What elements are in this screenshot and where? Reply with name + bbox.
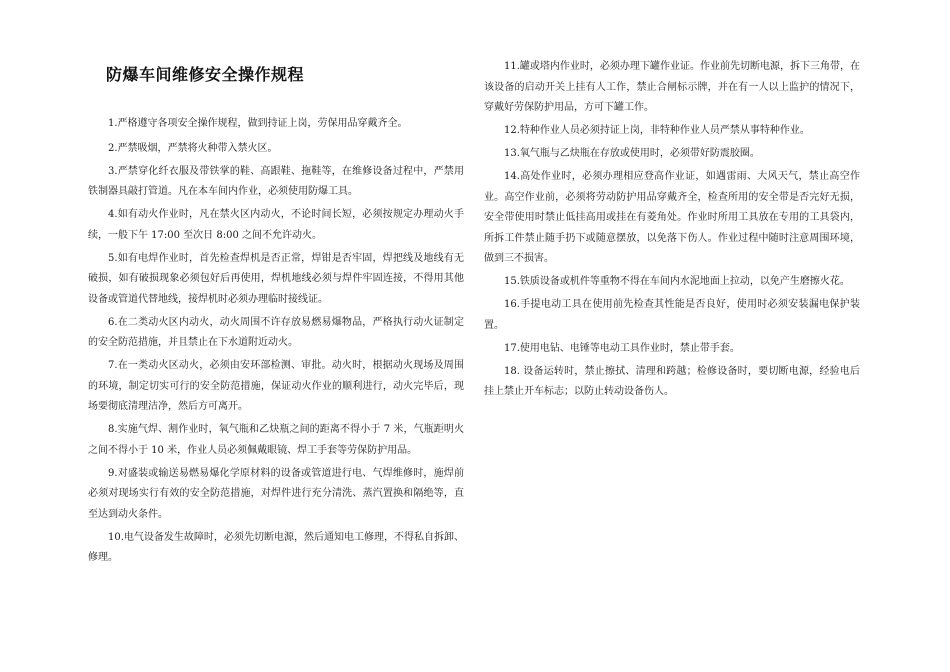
rule-item-3: 3.严禁穿化纤衣服及带铁掌的鞋、高跟鞋、拖鞋等，在维修设备过程中，严禁用铁制器具敲打管道。凡在本车间内作业，必须使用防爆工具。 [88,165,464,197]
rule-item-15: 15.铁质设备或机件等重物不得在车间内水泥地面上拉动，以免产生磨擦火花。 [504,276,850,287]
rule-item-18: 18. 设备运转时，禁止擦拭、清理和跨越；检修设备时，要切断电源，经验电后挂上禁止开车标志；以防止转动设备伤人。 [484,365,860,397]
rule-item-7: 7.在一类动火区动火，必须由安环部检测、审批。动火时，根据动火现场及周围的环境，制定切实可行的安全防范措施，保证动火作业的顺利进行，动火完毕后，现场要彻底清理洁净，然后方可离开。 [88,360,464,412]
rule-item-6: 6.在二类动火区内动火，动火周围不许存放易燃易爆物品，严格执行动火证制定的安全防范措施，并且禁止在下水道附近动火。 [88,316,464,348]
page-title: 防爆车间维修安全操作规程 [106,65,305,84]
rule-item-16: 16.手提电动工具在使用前先检查其性能是否良好，使用时必须安装漏电保护装置。 [484,299,860,331]
left-column [88,114,464,571]
rule-item-12: 12.特种作业人员必须持证上岗，非特种作业人员严禁从事特种作业。 [504,125,810,136]
rule-item-17: 17.使用电钻、电锤等电动工具作业时，禁止带手套。 [504,342,740,354]
rule-item-9: 9.对盛装或输送易燃易爆化学原材料的设备或管道进行电、气焊维修时，施焊前必须对现场实行有效的安全防范措施，对焊件进行充分清洗、蒸汽置换和隔绝等，直至达到动火条件。 [88,467,464,520]
rule-item-2: 2.严禁吸烟，严禁将火种带入禁火区。 [108,142,278,154]
rule-item-14: 14.高处作业时，必须办理相应登高作业证，如遇雷雨、大风天气，禁止高空作业。高空作业前，必须将劳动防护用品穿戴齐全，检查所用的安全带是否完好无损，安全带使用时禁止低挂高用或挂在有菱角处。作业时所用工具放在专用的工具袋内，所拆工件禁止随手扔下或随意摆放，以免落下伤人。作业过程中随时注意周围环境，做到三不损害。 [484,171,860,264]
rule-item-8: 8.实施气焊、割作业时，氧气瓶和乙炔瓶之间的距离不得小于 7 米，气瓶距明火之间不得小于 10 米，作业人员必须佩戴眼镜、焊工手套等劳保防护用品。 [88,424,464,456]
rule-item-10: 10.电气设备发生故障时，必须先切断电源，然后通知电工修理，不得私自拆卸、修理。 [88,531,464,563]
rule-item-5: 5.如有电焊作业时，首先检查焊机是否正常，焊钳是否牢固，焊把线及地线有无破损，如有破损现象必须包好后再使用，焊机地线必须与焊件牢固连接，不得用其他设备或管道代替地线，接焊机时必须办理临时接线证。 [88,252,464,305]
rule-item-11: 11.罐或塔内作业时，必须办理下罐作业证。作业前先切断电源，拆下三角带，在该设备的启动开关上挂有人工作，禁止合闸标示牌，并在有一人以上监护的情况下，穿戴好劳保防护用品，方可下罐工作。 [484,61,860,113]
rule-item-1: 1.严格遵守各项安全操作规程，做到持证上岗，劳保用品穿戴齐全。 [108,118,408,129]
right-column [484,57,860,405]
rule-item-4: 4.如有动火作业时，凡在禁火区内动火，不论时间长短，必须按规定办理动火手续，一般下午 17:00 至次日 8:00 之间不允许动火。 [88,209,464,241]
rule-item-13: 13.氧气瓶与乙炔瓶在存放或使用时，必须带好防震胶圈。 [504,148,760,159]
